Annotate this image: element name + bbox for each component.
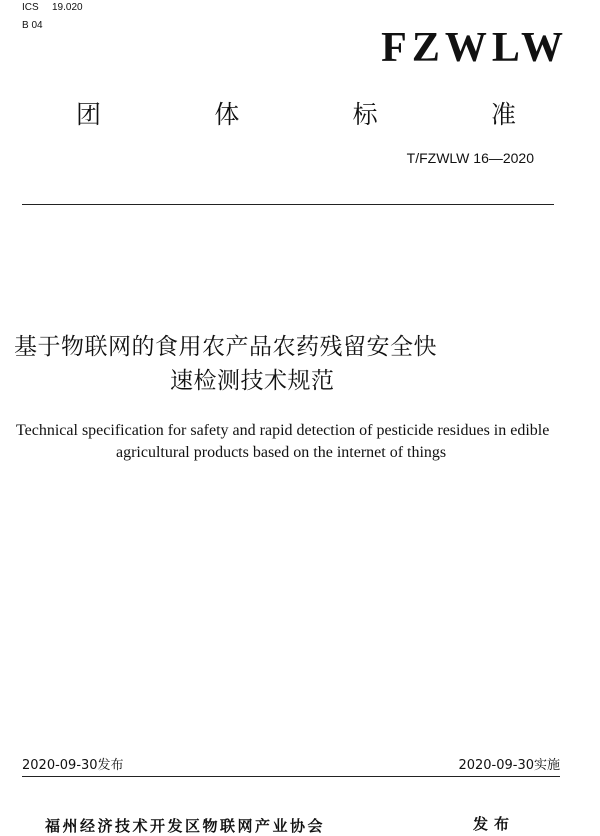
standard-type-char: 准 xyxy=(490,100,516,129)
ics-classification xyxy=(22,2,83,14)
ics-code: 19.020 xyxy=(52,2,83,13)
standard-number: T/FZWLW 16—2020 xyxy=(406,150,534,166)
publisher-name: 福州经济技术开发区物联网产业协会 xyxy=(45,817,326,835)
bottom-divider xyxy=(22,776,560,777)
issue-date: 2020-09-30发布 xyxy=(22,758,124,773)
standard-type-char: 团 xyxy=(76,100,102,129)
ics-label: ICS xyxy=(22,2,39,13)
implementation-date: 2020-09-30实施 xyxy=(458,758,560,773)
publish-label: 发布 xyxy=(473,815,516,833)
standard-type xyxy=(76,100,516,130)
title-chinese-line-1: 基于物联网的食用农产品农药残留安全快 xyxy=(14,334,437,360)
standard-type-char: 标 xyxy=(352,100,378,129)
title-english-line-2: agricultural products based on the internet of things xyxy=(116,444,447,461)
top-divider xyxy=(22,204,554,205)
brand-code: FZWLW xyxy=(381,25,568,71)
title-chinese-line-2: 速检测技术规范 xyxy=(170,368,335,394)
ccs-classification: B 04 xyxy=(22,20,43,31)
title-english-line-1: Technical specification for safety and rapid detection of pesticide residues in edible xyxy=(16,422,550,439)
standard-type-char: 体 xyxy=(214,100,240,129)
